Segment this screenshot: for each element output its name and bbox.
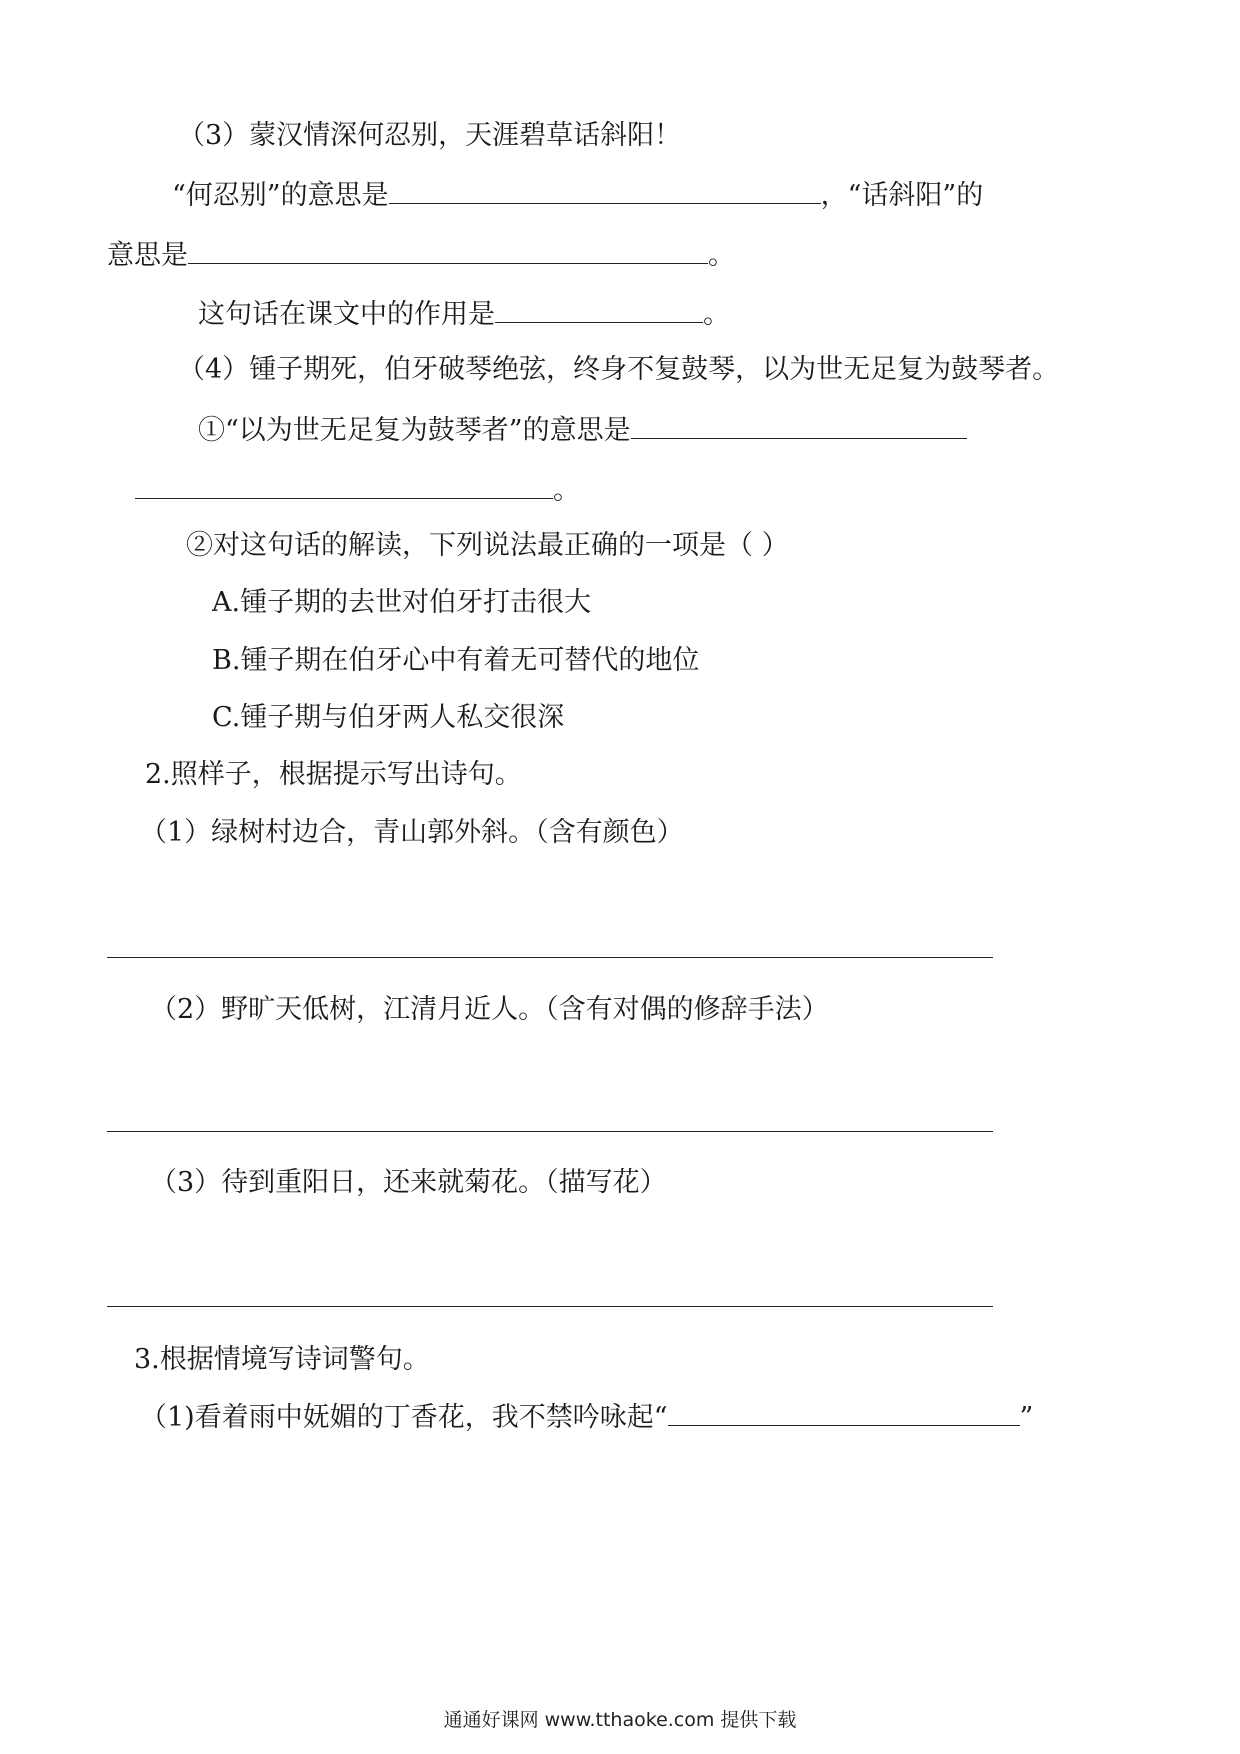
option-b[interactable]: B.锺子期在伯牙心中有着无可替代的地位 xyxy=(212,645,700,676)
question-2-item-3: （3）待到重阳日，还来就菊花。（描写花） xyxy=(150,1167,667,1198)
role-prefix: 这句话在课文中的作用是 xyxy=(198,299,495,330)
answer-blank-hua-xie-yang[interactable] xyxy=(188,237,708,264)
question-1-4-sub2: ②对这句话的解读，下列说法最正确的一项是（ ） xyxy=(186,530,789,561)
meaning1-suffix: ，“话斜阳”的 xyxy=(820,180,984,211)
question-2-item-1: （1）绿树村边合，青山郭外斜。（含有颜色） xyxy=(140,817,684,848)
question-2-item-2: （2）野旷天低树，江清月近人。（含有对偶的修辞手法） xyxy=(150,994,829,1025)
sub1-prefix: ①“以为世无足复为鼓琴者”的意思是 xyxy=(198,415,631,446)
item1-prefix: （1)看着雨中妩媚的丁香花，我不禁吟咏起“ xyxy=(140,1402,668,1433)
answer-blank-he-ren-bie[interactable] xyxy=(389,177,821,204)
answer-line-2-2[interactable] xyxy=(107,1131,993,1132)
answer-blank-3-1[interactable] xyxy=(668,1399,1020,1426)
answer-blank-sub1[interactable] xyxy=(631,412,967,439)
answer-blank-sub1-continued[interactable] xyxy=(135,472,553,499)
item1-suffix: ” xyxy=(1019,1402,1034,1433)
footer-source: 通通好课网 www.tthaoke.com 提供下载 xyxy=(443,1709,797,1731)
meaning2-prefix: 意思是 xyxy=(107,240,188,271)
question-1-3-role-line xyxy=(198,296,730,332)
sub1-end: 。 xyxy=(553,475,580,506)
question-3-item-1 xyxy=(140,1399,1033,1435)
question-1-4-title: （4）锺子期死，伯牙破琴绝弦，终身不复鼓琴，以为世无足复为鼓琴者。 xyxy=(178,354,1060,385)
answer-line-2-1[interactable] xyxy=(107,957,993,958)
option-c[interactable]: C.锺子期与伯牙两人私交很深 xyxy=(212,702,565,733)
question-1-3-title: （3）蒙汉情深何忍别，天涯碧草话斜阳！ xyxy=(178,120,682,151)
answer-blank-role[interactable] xyxy=(495,296,703,323)
answer-line-2-3[interactable] xyxy=(107,1306,993,1307)
meaning2-suffix: 。 xyxy=(708,240,735,271)
option-a[interactable]: A.锺子期的去世对伯牙打击很大 xyxy=(212,587,592,618)
question-1-3-meaning2-line xyxy=(107,237,735,273)
question-1-3-meaning-line xyxy=(172,177,983,213)
question-1-4-sub1-continuation xyxy=(135,472,580,508)
question-3-title: 3.根据情境写诗词警句。 xyxy=(134,1344,430,1375)
meaning1-prefix: “何忍别”的意思是 xyxy=(172,180,389,211)
question-1-4-sub1-line xyxy=(198,412,967,448)
role-suffix: 。 xyxy=(703,299,730,330)
question-2-title: 2.照样子，根据提示写出诗句。 xyxy=(145,759,522,790)
